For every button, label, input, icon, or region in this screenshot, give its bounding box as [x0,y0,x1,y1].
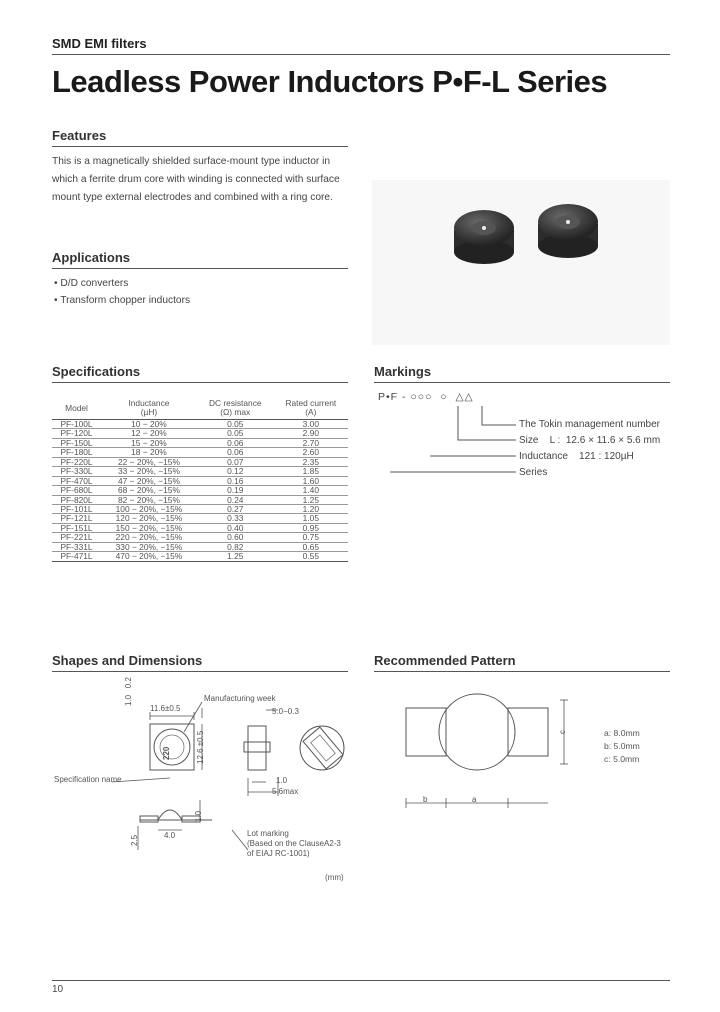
table-row [52,429,348,438]
features-line: which a ferrite drum core with winding is connected with surface [52,174,340,185]
pattern-drawing [374,680,604,820]
dim-max: 5.6max [272,787,299,796]
lot-marking-line: of EIAJ RC-1001) [247,849,310,858]
pattern-legend-a: a: 8.0mm [604,728,640,738]
marking-label-size: Size L : 12.6 × 11.6 × 5.6 mm [519,435,661,446]
column-header: Inductance (µH) [101,397,197,420]
table-cell: PF-680L [52,486,101,495]
table-cell: 0.27 [197,504,274,513]
table-cell: 47 − 20%, −15% [101,476,197,485]
table-cell: 0.16 [197,476,274,485]
table-cell: 0.75 [274,533,348,542]
table-cell: PF-101L [52,504,101,513]
table-cell: 82 − 20%, −15% [101,495,197,504]
list-item: • D/D converters [54,275,190,292]
table-cell: PF-820L [52,495,101,504]
lot-marking-line: Lot marking [247,829,289,838]
table-cell: 15 − 20% [101,438,197,447]
inductor-photo-illustration [372,180,670,345]
table-cell: PF-471L [52,552,101,561]
table-cell: PF-330L [52,467,101,476]
marking-label-inductance: Inductance 121 : 120µH [519,451,634,462]
specifications-table-body [52,420,348,562]
table-cell: 2.35 [274,457,348,466]
column-header: Model [52,397,101,420]
table-row [52,552,348,561]
table-cell: 150 − 20%, −15% [101,523,197,532]
product-photo [372,180,670,345]
inductor-right [538,204,598,258]
table-cell: 1.25 [274,495,348,504]
features-rule [52,146,348,147]
features-heading: Features [52,128,107,143]
header-rule [52,54,670,55]
table-cell: 1.60 [274,476,348,485]
specifications-table [52,397,348,562]
table-cell: 470 − 20%, −15% [101,552,197,561]
table-cell: 0.60 [197,533,274,542]
marking-code: P•F - ○○○ ○ △△ [378,391,474,403]
table-row [52,486,348,495]
marking-leader-lines [374,400,524,480]
table-cell: PF-150L [52,438,101,447]
table-cell: 0.82 [197,542,274,551]
table-cell: PF-180L [52,448,101,457]
list-item: • Transform chopper inductors [54,292,190,309]
table-cell: 1.20 [274,504,348,513]
table-cell: 22 − 20%, −15% [101,457,197,466]
category-label: SMD EMI filters [52,36,147,51]
table-cell: PF-470L [52,476,101,485]
dim-foot-left: 2.5 [130,834,139,846]
column-header: DC resistance (Ω) max [197,397,274,420]
shapes-rule [52,671,348,672]
table-cell: 0.05 [197,429,274,438]
table-row [52,467,348,476]
dim-foot-height: 1.0 [194,810,203,822]
page-number: 10 [52,984,64,995]
table-row [52,533,348,542]
footer-rule [52,980,670,981]
label-manufacturing-week: Manufacturing week [204,694,276,703]
table-cell: 1.40 [274,486,348,495]
table-cell: 0.40 [197,523,274,532]
dim-main-width: 11.6±0.5 [150,704,181,713]
table-cell: 0.65 [274,542,348,551]
label-specification-name: Specification name [54,775,122,784]
pattern-legend-b: b: 5.0mm [604,741,640,751]
pattern-dim-c: c [558,730,567,734]
table-cell: 2.90 [274,429,348,438]
table-cell: 0.19 [197,486,274,495]
table-cell: 18 − 20% [101,448,197,457]
table-cell: 1.25 [197,552,274,561]
marking-label-management: The Tokin management number [519,419,661,430]
table-cell: PF-221L [52,533,101,542]
table-cell: PF-151L [52,523,101,532]
table-cell: 1.85 [274,467,348,476]
table-cell: 120 − 20%, −15% [101,514,197,523]
dim-side-width: 5.0−0.3 [272,707,299,716]
unit-label: (mm) [325,873,344,882]
markings-rule [374,382,670,383]
column-header: Rated current (A) [274,397,348,420]
table-cell: PF-120L [52,429,101,438]
features-line: This is a magnetically shielded surface-mount type inductor in [52,156,331,167]
dim-left-top: 1.0 0.2 [124,677,133,706]
applications-heading: Applications [52,250,131,265]
markings-heading: Markings [374,364,432,379]
table-cell: 33 − 20%, −15% [101,467,197,476]
applications-rule [52,268,348,269]
table-cell: 220 − 20%, −15% [101,533,197,542]
table-cell: 0.33 [197,514,274,523]
part-code: 220 [162,746,171,760]
table-row [52,448,348,457]
applications-list [54,275,190,309]
specifications-heading: Specifications [52,364,141,379]
shapes-heading: Shapes and Dimensions [52,653,203,668]
dim-foot-width: 4.0 [164,831,176,840]
dim-t: 1.0 [276,776,288,785]
table-cell: 330 − 20%, −15% [101,542,197,551]
label-lot-marking [247,829,341,859]
table-cell: PF-121L [52,514,101,523]
table-cell: 0.06 [197,448,274,457]
table-cell: 2.70 [274,438,348,447]
table-cell: PF-220L [52,457,101,466]
pattern-dim-a: a [472,795,477,804]
table-cell: 12 − 20% [101,429,197,438]
lot-marking-line: (Based on the ClauseA2-3 [247,839,341,848]
inductor-left [454,210,514,264]
features-text [52,153,352,207]
table-cell: 0.95 [274,523,348,532]
features-line: mount type external electrodes and combined with a ring core. [52,192,333,203]
table-cell: 0.12 [197,467,274,476]
specifications-rule [52,382,348,383]
table-cell: 0.24 [197,495,274,504]
page-title: Leadless Power Inductors P•F-L Series [52,64,608,99]
table-row [52,514,348,523]
table-cell: 10 − 20% [101,420,197,429]
table-cell: 1.05 [274,514,348,523]
table-cell: 0.07 [197,457,274,466]
pattern-rule [374,671,670,672]
table-cell: 0.05 [197,420,274,429]
table-cell: PF-100L [52,420,101,429]
dim-height: 12.6 ±0.5 [196,730,205,764]
pattern-legend-c: c: 5.0mm [604,754,640,764]
pattern-dim-b: b [423,795,428,804]
table-cell: 2.60 [274,448,348,457]
table-cell: 0.55 [274,552,348,561]
table-cell: 100 − 20%, −15% [101,504,197,513]
pattern-heading: Recommended Pattern [374,653,516,668]
table-cell: 0.06 [197,438,274,447]
table-cell: PF-331L [52,542,101,551]
pattern-legend [604,727,640,766]
table-cell: 68 − 20%, −15% [101,486,197,495]
marking-label-series: Series [519,467,548,478]
table-cell: 3.00 [274,420,348,429]
